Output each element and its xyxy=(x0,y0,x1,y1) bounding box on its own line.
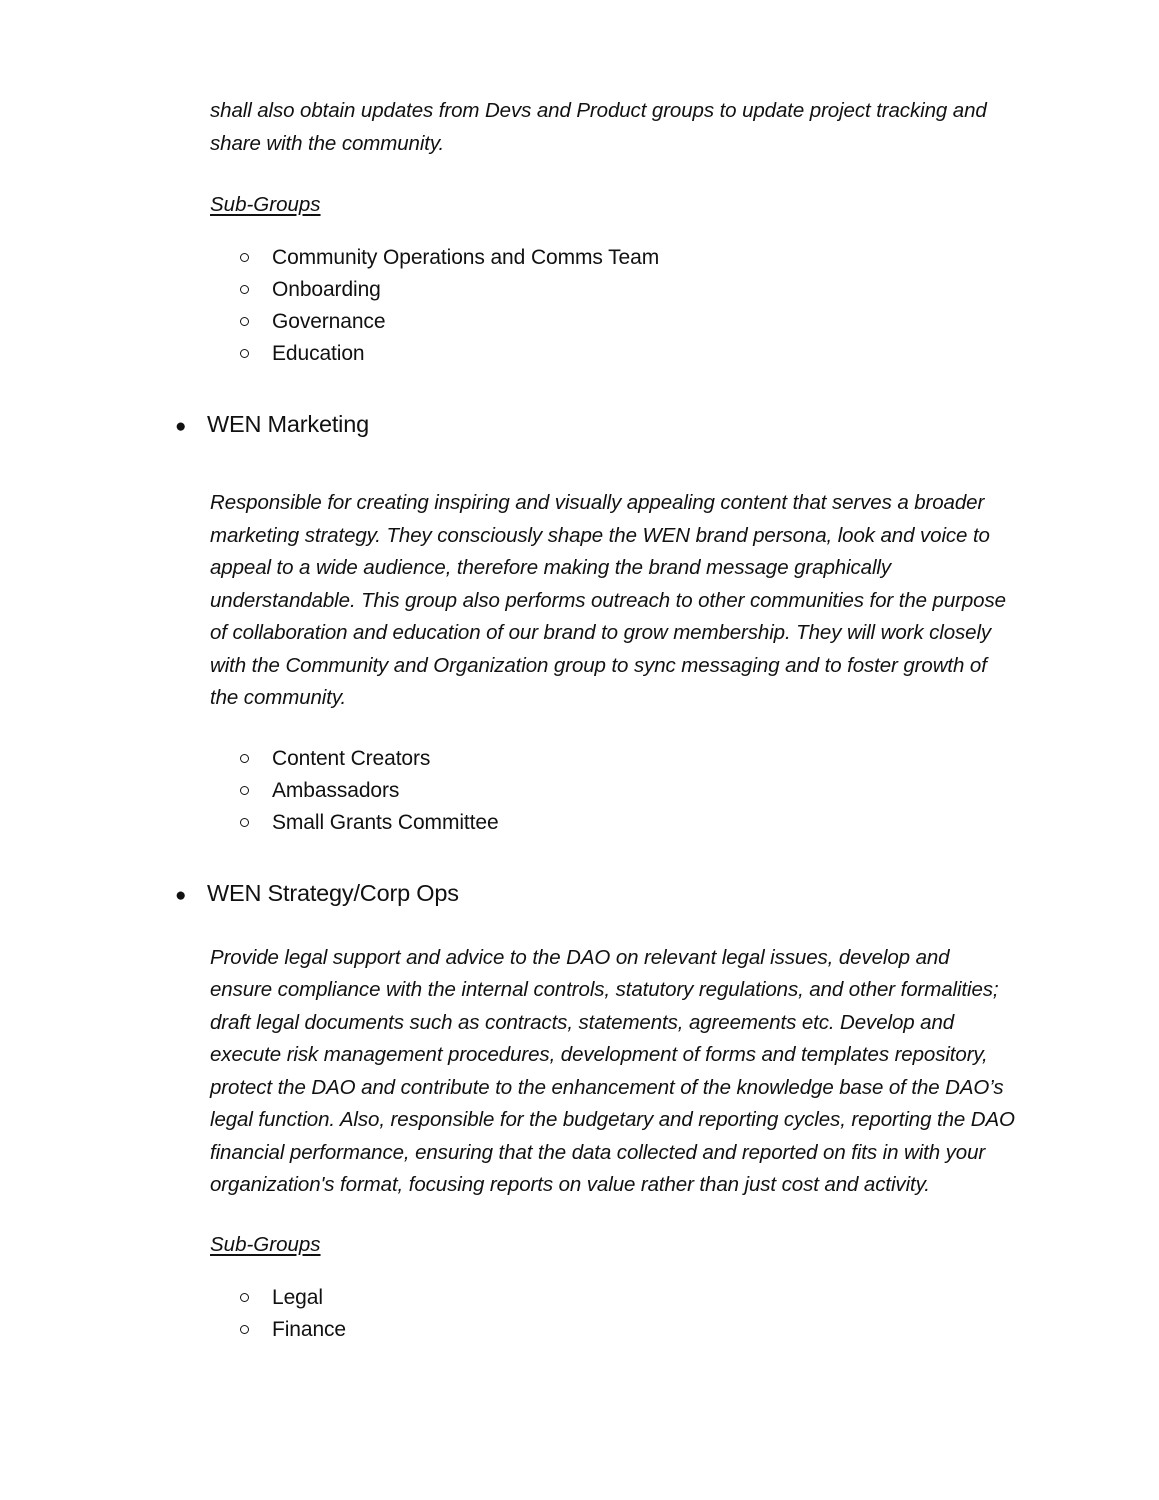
list-item-label: Finance xyxy=(272,1317,347,1341)
list-item-label: Content Creators xyxy=(272,746,431,770)
section-heading-wen-strategy-corp-ops xyxy=(175,877,1009,912)
filled-bullet-icon: ● xyxy=(175,884,187,906)
section-heading-label: WEN Marketing xyxy=(207,411,369,437)
spacer xyxy=(210,912,1009,942)
section-heading-label: WEN Strategy/Corp Ops xyxy=(207,879,459,906)
subgroups-heading-2: Sub-Groups xyxy=(210,1232,321,1256)
hollow-circle-bullet-icon xyxy=(240,285,249,294)
hollow-circle-bullet-icon xyxy=(240,818,249,827)
list-item-label: Ambassadors xyxy=(272,778,400,802)
list-item xyxy=(210,274,1009,306)
list-item xyxy=(210,242,1009,274)
subgroups-heading-block xyxy=(210,190,1009,220)
list-item-label: Onboarding xyxy=(272,278,381,301)
subgroups-heading-block-2 xyxy=(210,1230,1009,1260)
hollow-circle-bullet-icon xyxy=(240,754,249,763)
hollow-circle-bullet-icon xyxy=(240,317,249,326)
hollow-circle-bullet-icon xyxy=(240,253,249,262)
section-heading-wen-marketing xyxy=(175,408,1009,443)
spacer xyxy=(210,839,1009,877)
list-item xyxy=(210,775,1009,807)
list-item-label: Small Grants Committee xyxy=(272,810,499,834)
list-item-label: Education xyxy=(272,342,365,365)
list-item xyxy=(210,1314,1009,1346)
spacer xyxy=(210,715,1009,743)
list-item xyxy=(210,338,1009,370)
list-item-label: Governance xyxy=(272,310,386,333)
subgroup-list-community xyxy=(210,242,1009,370)
section-description-wen-marketing: Responsible for creating inspiring and visually appealing content that serves a broader marketing strategy. They consciously shape the WEN brand persona, look and voice to appeal to a wide audience, therefore making the brand message graphically understandable. This group also performs outreach to other communities for the purpose of collaboration and education of our brand to grow membership. They will work closely with the Community and Organization group to sync messaging and to foster growth of the community. xyxy=(210,491,1006,709)
subgroup-list-strategy xyxy=(210,1282,1009,1346)
list-item-label: Community Operations and Comms Team xyxy=(272,246,660,269)
subgroups-heading-1: Sub-Groups xyxy=(210,193,321,216)
section-description-wen-strategy-corp-ops: Provide legal support and advice to the DAO on relevant legal issues, develop and ensure compliance with the internal controls, statutory regulations, and other formalities; draft legal documents such as contracts, statements, agreements etc. Develop and execute risk management procedures, development of forms and templates repository, protect the DAO and contribute to the enhancement of the knowledge base of the DAO’s legal function. Also, responsible for the budgetary and reporting cycles, reporting the DAO financial performance, ensuring that the data collected and reported on fits in with your organization's format, focusing reports on value rather than just cost and activity. xyxy=(210,945,1015,1196)
hollow-circle-bullet-icon xyxy=(240,1293,249,1302)
list-item xyxy=(210,1282,1009,1314)
list-item xyxy=(210,743,1009,775)
subgroup-list-marketing xyxy=(210,743,1009,839)
list-item-label: Legal xyxy=(272,1285,323,1309)
spacer xyxy=(210,443,1009,487)
spacer xyxy=(210,1260,1009,1282)
continued-paragraph: shall also obtain updates from Devs and Product groups to update project tracking and share with the community. xyxy=(210,99,987,155)
list-item xyxy=(210,306,1009,338)
spacer xyxy=(210,220,1009,242)
spacer xyxy=(210,160,1009,190)
list-item xyxy=(210,807,1009,839)
hollow-circle-bullet-icon xyxy=(240,1325,249,1334)
hollow-circle-bullet-icon xyxy=(240,786,249,795)
filled-bullet-icon: ● xyxy=(175,416,187,437)
hollow-circle-bullet-icon xyxy=(240,349,249,358)
spacer xyxy=(210,370,1009,408)
spacer xyxy=(210,1202,1009,1230)
